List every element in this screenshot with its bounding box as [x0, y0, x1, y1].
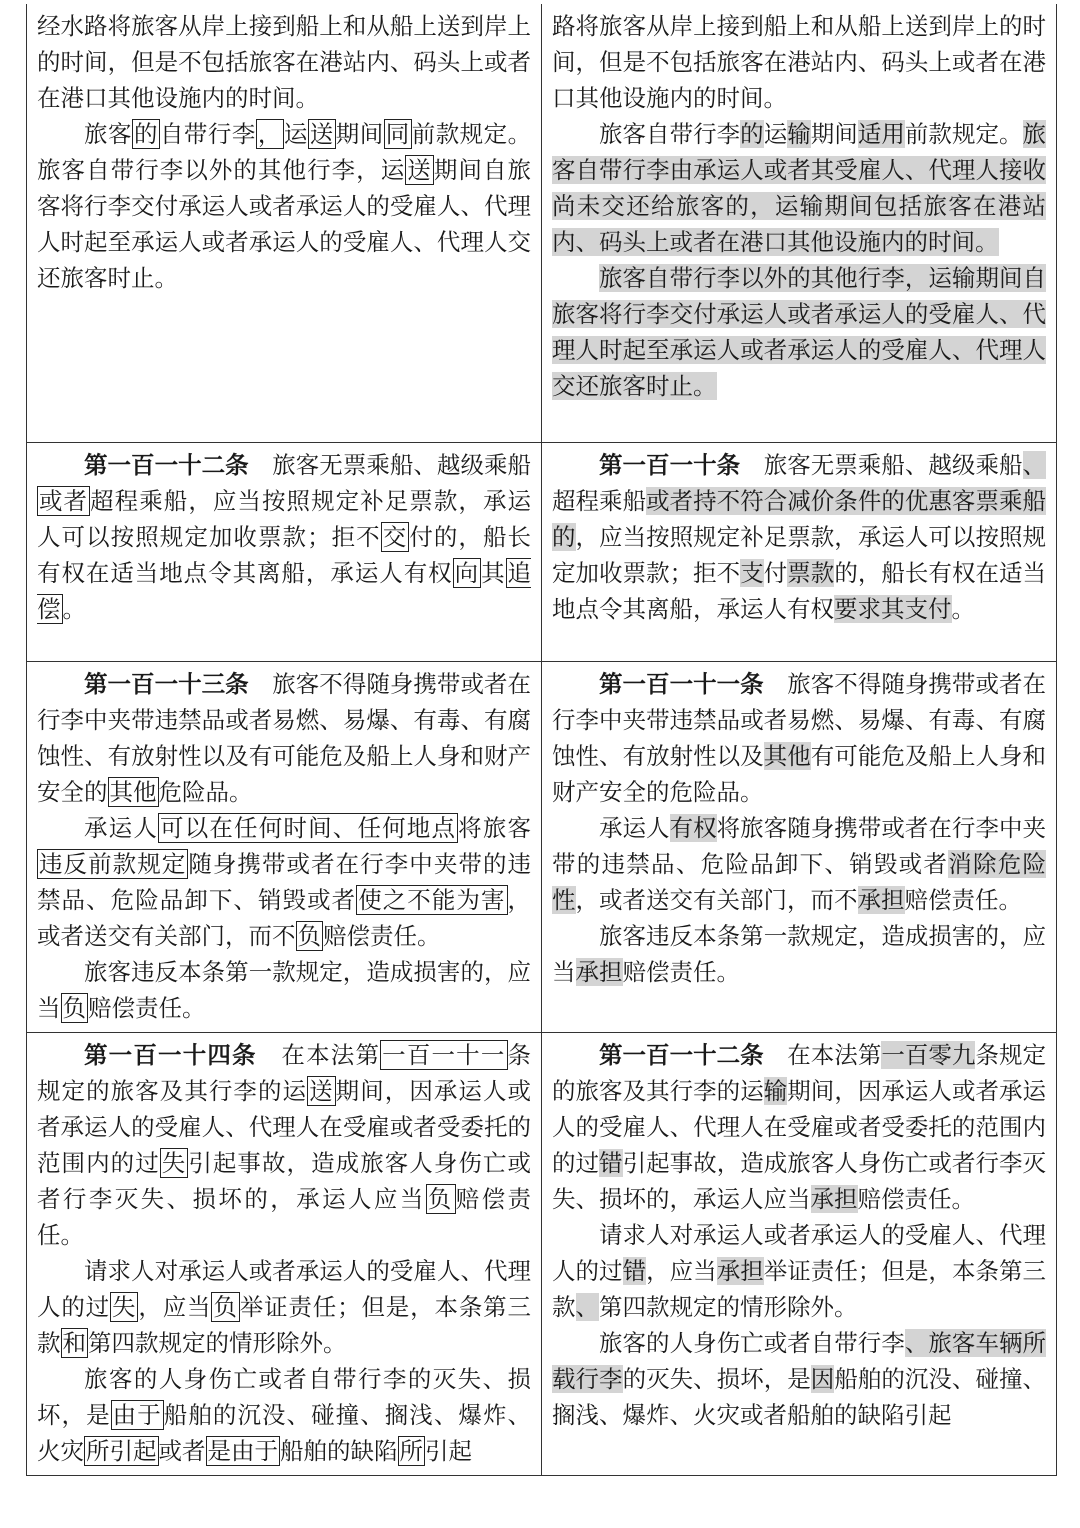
table-row [27, 662, 1057, 1033]
text-run: 赔偿责任。 [622, 958, 740, 986]
paragraph [37, 1253, 531, 1361]
text-run: 危险品。 [158, 778, 253, 806]
text-run: 条规定的旅客及其行李的运 [552, 1041, 1047, 1105]
boxed-deleted-text: 的 [133, 120, 158, 148]
paragraph [552, 1037, 1046, 1217]
text-run: 的灭失、损坏，是 [622, 1365, 811, 1393]
boxed-deleted-text: 所 [399, 1437, 423, 1465]
text-run: 举证责任；但是，本条第三款 [552, 1257, 1047, 1321]
text-run: 引起事故，造成旅客人身伤亡或者行李灭失、损坏的，承运人应当 [552, 1149, 1047, 1213]
text-run: 运 [763, 120, 788, 148]
highlighted-changed-text: 、 [575, 1293, 599, 1321]
text-run: 旅客的人身伤亡或者自带行李 [599, 1329, 905, 1357]
highlighted-changed-text: 有权 [669, 814, 717, 842]
text-run: 请求人对承运人或者承运人的受雇人、代理人的过 [552, 1221, 1046, 1285]
text-run: 举证责任；但是，本条第三款 [37, 1293, 532, 1357]
text-run: 超程乘船，应当按照规定补足票款，承运人可以按照规定加收票款；拒不 [37, 487, 532, 551]
highlighted-changed-text: 旅客自带行李以外的其他行李，运输期间自旅客将行李交付承运人或者承运人的受雇人、代理人时起至承运人或者承运人的受雇人、代理人交还旅客时止。 [552, 264, 1046, 400]
highlighted-changed-text: 错 [622, 1257, 647, 1285]
text-run: 旅客违反本条第一款规定，造成损害的，应当 [37, 958, 531, 1022]
boxed-deleted-text: 向 [454, 559, 480, 587]
old-law-cell [27, 443, 542, 662]
boxed-deleted-text: 交 [382, 523, 408, 551]
article-number: 第一百一十三条 [84, 670, 249, 698]
boxed-deleted-text: 负 [213, 1293, 238, 1321]
text-run: 旅客 [84, 120, 132, 148]
paragraph [552, 447, 1046, 627]
table-row [27, 443, 1057, 662]
boxed-deleted-text: 可以在任何时间、任何地点 [160, 814, 457, 842]
text-run: 期间自旅客将行李交付承运人或者承运人的受雇人、代理人时起至承运人或者承运人的受雇人、代理人交还旅客时止。 [37, 156, 532, 292]
boxed-deleted-text: 追偿 [37, 559, 532, 623]
boxed-deleted-text: ， [257, 120, 282, 148]
highlighted-changed-text: 、 [1022, 451, 1047, 479]
table-row [27, 1033, 1057, 1476]
highlighted-changed-text: 旅客自带行李由承运人或者其受雇人、代理人接收尚未交还给旅客的，运输期间包括旅客在港站内、码头上或者在港口其他设施内的时间。 [552, 120, 1047, 256]
paragraph [552, 810, 1046, 918]
text-run: 的，船长有权在适当地点令其离船，承运人有权 [552, 559, 1047, 623]
text-run: 赔偿责任。 [37, 1185, 532, 1249]
highlighted-changed-text: 其他 [763, 742, 811, 770]
article-number: 第一百一十二条 [599, 1041, 764, 1069]
text-run: 期间，因承运人或者承运人的受雇人、代理人在受雇或者受委托的范围内的过 [552, 1077, 1047, 1177]
paragraph [37, 954, 531, 1026]
highlighted-changed-text: 输 [763, 1077, 788, 1105]
article-number: 第一百一十二条 [84, 451, 249, 479]
text-run: 船舶的沉没、碰撞、搁浅、爆炸、火灾 [37, 1401, 532, 1465]
highlighted-changed-text: 支 [740, 559, 764, 587]
boxed-deleted-text: 由于 [112, 1401, 162, 1429]
text-run: 赔偿责任。 [323, 922, 441, 950]
article-number: 第一百一十条 [599, 451, 741, 479]
text-run: ，应当 [646, 1257, 717, 1285]
text-run: 承运人 [84, 814, 159, 842]
highlighted-changed-text: 消除危险性 [552, 850, 1047, 914]
text-run: 在本法第 [256, 1041, 381, 1069]
text-run: 运 [283, 120, 308, 148]
paragraph [552, 116, 1046, 260]
new-law-cell [542, 443, 1057, 662]
text-run: ，或者送交有关部门，而不 [37, 886, 532, 950]
boxed-deleted-text: 失 [161, 1149, 187, 1177]
paragraph [37, 116, 531, 296]
text-run: 自带行李 [159, 120, 256, 148]
old-law-cell [27, 662, 542, 1033]
boxed-deleted-text: 一百一十一 [382, 1041, 506, 1069]
text-run: 有可能危及船上人身和财产安全的危险品。 [552, 742, 1047, 806]
text-run: 期间 [335, 120, 384, 148]
text-run: 将旅客随身携带或者在行李中夹带的违禁品、危险品卸下、销毁或者 [552, 814, 1047, 878]
highlighted-changed-text: 承担 [575, 958, 623, 986]
text-run: 将旅客 [458, 814, 532, 842]
boxed-deleted-text: 送 [407, 156, 432, 184]
paragraph [552, 1325, 1046, 1433]
text-run: 旅客的人身伤亡或者自带行李的灭失、损坏，是 [37, 1365, 531, 1429]
highlighted-changed-text: 承担 [857, 886, 905, 914]
paragraph [37, 447, 531, 627]
table-row [27, 4, 1057, 443]
text-run: 。 [951, 595, 975, 623]
text-run: 旅客不得随身携带或者在行李中夹带违禁品或者易燃、易爆、有毒、有腐蚀性、有放射性以及有可能危及船上人身和财产安全的 [37, 670, 532, 806]
boxed-deleted-text: 同 [385, 120, 410, 148]
new-law-cell [542, 1033, 1057, 1476]
boxed-deleted-text: 或者 [39, 487, 89, 515]
text-run: ，应当 [138, 1293, 212, 1321]
highlighted-changed-text: 或者持不符合减价条件的优惠客票乘船的 [552, 487, 1047, 551]
paragraph [552, 1217, 1046, 1325]
highlighted-changed-text: 要求其支付 [834, 595, 952, 623]
boxed-deleted-text: 负 [62, 994, 86, 1022]
highlighted-changed-text: 适用 [857, 120, 905, 148]
paragraph [37, 1361, 531, 1469]
highlighted-changed-text: 一百零九 [881, 1041, 976, 1069]
old-law-cell [27, 4, 542, 443]
text-run: 路将旅客从岸上接到船上和从船上送到岸上的时间，但是不包括旅客在港站内、码头上或者在港口其他设施内的时间。 [552, 12, 1046, 112]
text-run: 旅客无票乘船、越级乘船 [740, 451, 1023, 479]
text-run: 前款规定。 [904, 120, 1023, 148]
text-run: 旅客不得随身携带或者在行李中夹带违禁品或者易燃、易爆、有毒、有腐蚀性、有放射性以及 [552, 670, 1047, 770]
highlighted-changed-text: 因 [810, 1365, 835, 1393]
boxed-deleted-text: 和 [62, 1329, 86, 1357]
text-run: 第四款规定的情形除外。 [599, 1293, 858, 1321]
paragraph [552, 260, 1046, 404]
highlighted-changed-text: 输 [787, 120, 811, 148]
text-run: 引起 [425, 1437, 472, 1465]
highlighted-changed-text: 承担 [716, 1257, 764, 1285]
text-run: 赔偿责任。 [904, 886, 1022, 914]
text-run: 期间 [810, 120, 858, 148]
boxed-deleted-text: 负 [427, 1185, 454, 1213]
text-run: 旅客违反本条第一款规定，造成损害的，应当 [552, 922, 1046, 986]
paragraph [552, 918, 1046, 990]
highlighted-changed-text: 票款 [787, 559, 835, 587]
text-run: 经水路将旅客从岸上接到船上和从船上送到岸上的时间，但是不包括旅客在港站内、码头上或者在港口其他设施内的时间。 [37, 12, 531, 112]
text-run: 引起事故，造成旅客人身伤亡或者行李灭失、损坏的，承运人应当 [37, 1149, 532, 1213]
boxed-deleted-text: 是由于 [207, 1437, 278, 1465]
paragraph [552, 8, 1046, 116]
paragraph [552, 666, 1046, 810]
text-run: 赔偿责任。 [88, 994, 206, 1022]
text-run: 船舶的缺陷 [280, 1437, 398, 1465]
paragraph [37, 666, 531, 810]
text-run: 。 [62, 595, 86, 623]
text-run: 承运人 [599, 814, 670, 842]
paragraph [37, 810, 531, 954]
article-number: 第一百一十一条 [599, 670, 764, 698]
text-run: 旅客无票乘船、越级乘船 [248, 451, 532, 479]
highlighted-changed-text: 错 [599, 1149, 623, 1177]
text-run: 付的，船长有权在适当地点令其离船，承运人有权 [37, 523, 532, 587]
boxed-deleted-text: 失 [112, 1293, 137, 1321]
new-law-cell [542, 662, 1057, 1033]
text-run: 请求人对承运人或者承运人的受雇人、代理人的过 [37, 1257, 531, 1321]
text-run: 超程乘船 [552, 487, 647, 515]
text-run: 第四款规定的情形除外。 [88, 1329, 347, 1357]
text-run: 条规定的旅客及其行李的运 [37, 1041, 532, 1105]
boxed-deleted-text: 送 [309, 1077, 334, 1105]
text-run: 前款规定。旅客自带行李以外的其他行李，运 [37, 120, 532, 184]
highlighted-changed-text: 承担 [810, 1185, 858, 1213]
comparison-table [26, 4, 1057, 1476]
text-run: 船舶的沉没、碰撞、搁浅、爆炸、火灾或者船舶的缺陷引起 [552, 1365, 1047, 1429]
text-run: 或者 [158, 1437, 206, 1465]
article-number: 第一百一十四条 [84, 1041, 257, 1069]
text-run: 期间，因承运人或者承运人的受雇人、代理人在受雇或者受委托的范围内的过 [37, 1077, 532, 1177]
highlighted-changed-text: 的 [740, 120, 764, 148]
text-run: 其 [481, 559, 506, 587]
boxed-deleted-text: 使之不能为害 [358, 886, 506, 914]
text-run: ，应当按照规定补足票款，承运人可以按照规定加收票款；拒不 [552, 523, 1047, 587]
boxed-deleted-text: 送 [309, 120, 334, 148]
text-run: 随身携带或者在行李中夹带的违禁品、危险品卸下、销毁或者 [37, 850, 532, 914]
text-run: 在本法第 [763, 1041, 882, 1069]
text-run: 付 [763, 559, 788, 587]
highlighted-changed-text: 、旅客车辆所载行李 [552, 1329, 1047, 1393]
text-run: ，或者送交有关部门，而不 [575, 886, 858, 914]
boxed-deleted-text: 违反前款规定 [39, 850, 187, 878]
paragraph [37, 1037, 531, 1253]
text-run: 赔偿责任。 [857, 1185, 975, 1213]
old-law-cell [27, 1033, 542, 1476]
paragraph [37, 8, 531, 116]
boxed-deleted-text: 所引起 [86, 1437, 157, 1465]
text-run: 旅客自带行李 [599, 120, 741, 148]
boxed-deleted-text: 其他 [109, 778, 157, 806]
new-law-cell [542, 4, 1057, 443]
boxed-deleted-text: 负 [297, 922, 321, 950]
